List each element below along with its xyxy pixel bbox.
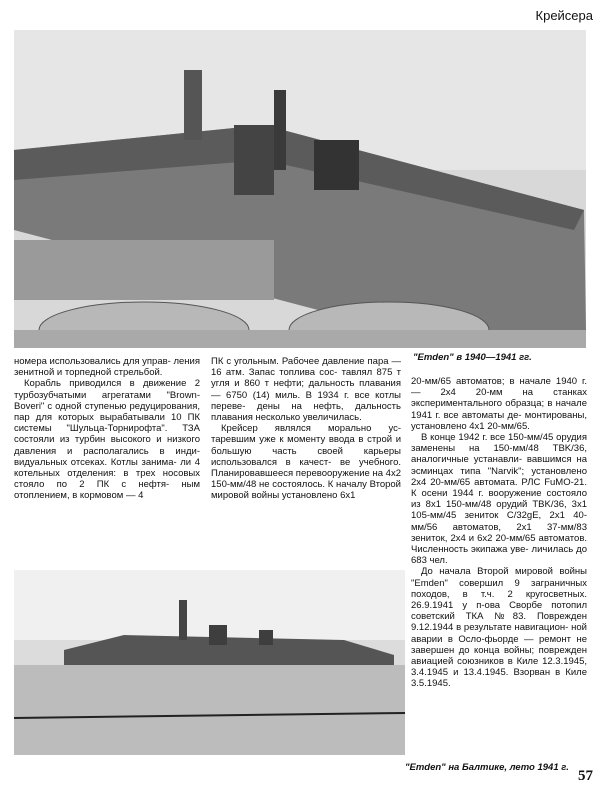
paragraph: Корабль приводился в движение 2 турбозубчатыми агрегатами "Brown-Boveri" с одной ступенью редуцирования, пар для которых вырабатывали 10 ПК системы "Шульца-Торнирофта". ТЗА состояли из турбин высокого и низкого давления и располагались в инди- видуальных отсеках. Котлы занима- ли 4 котельных отделения: в трех носовых стояло по 2 ПК с нефтя- ным отоплением, в кормовом — 4 <box>14 378 200 502</box>
text-column-3 <box>411 376 587 690</box>
section-title: Крейсера <box>535 8 593 23</box>
paragraph: До начала Второй мировой войны "Emden" совершил 9 заграничных походов, в т.ч. 2 кругосветных. 26.9.1941 у п-ова Сворбе потопил советский ТКА №83. Поврежден 9.12.1944 в результате навигацион- ной аварии в Осло-фьорде — ремонт не завершен до конца войны; поврежден авиацией союзников в Киле 12.3.1945, 3.4.1945 и 13.4.1945. Взорван в Киле 3.5.1945. <box>411 566 587 690</box>
photo-caption-bottom: "Emden" на Балтике, лето 1941 г. <box>405 762 569 773</box>
paragraph: В конце 1942 г. все 150-мм/45 орудия заменены на 150-мм/48 TBK/36, аналогичные устанавли- вавшимся на эсминцах типа "Narvik"; установлено 2x4 20-мм/65 автомата. РЛС FuMO-21. К осени 1944 г. вооружение состояло из 8x1 150-мм/48 орудий TBK/36, 3x1 105-мм/45 зениток C/32gE, 2x1 40-мм/56 автоматов, 2x1 37-мм/83 зениток, 2x4 и 6x2 20-мм/65 автоматов. Численность экипажа уве- личилась до 683 чел. <box>411 432 587 567</box>
text-column-1 <box>14 356 200 502</box>
text-column-2 <box>211 356 401 502</box>
paragraph: 20-мм/65 автоматов; в начале 1940 г. — 2x4 20-мм на станках экспериментального образца; в начале 1941 г. все автоматы де- монтированы, установлено 4x1 20-мм/65. <box>411 376 587 432</box>
ship-photo-illustration <box>14 570 405 755</box>
paragraph: ПК с угольным. Рабочее давление пара — 16 атм. Запас топлива сос- тавлял 875 т угля и 860 т нефти; дальность плавания — 6750 (14) миль. В 1934 г. все котлы переве- дены на нефть, дальность плавания несколько увеличилась. <box>211 356 401 424</box>
photo-caption-top: "Emden" в 1940—1941 гг. <box>413 352 532 363</box>
cruiser-photo-bottom <box>14 570 405 755</box>
ship-photo-illustration <box>14 30 586 348</box>
paragraph: номера использовались для управ- ления зенитной и торпедной стрельбой. <box>14 356 200 379</box>
paragraph: Крейсер являлся морально ус- таревшим уже к моменту ввода в строй и большую часть своей карьеры использовался в качест- ве учебного. Планировавшееся перевооружение на 4x2 150-мм/48 не состоялось. К началу Второй мировой войны установлено 6x1 <box>211 423 401 502</box>
page-number: 57 <box>578 768 593 784</box>
cruiser-photo-top <box>14 30 586 348</box>
